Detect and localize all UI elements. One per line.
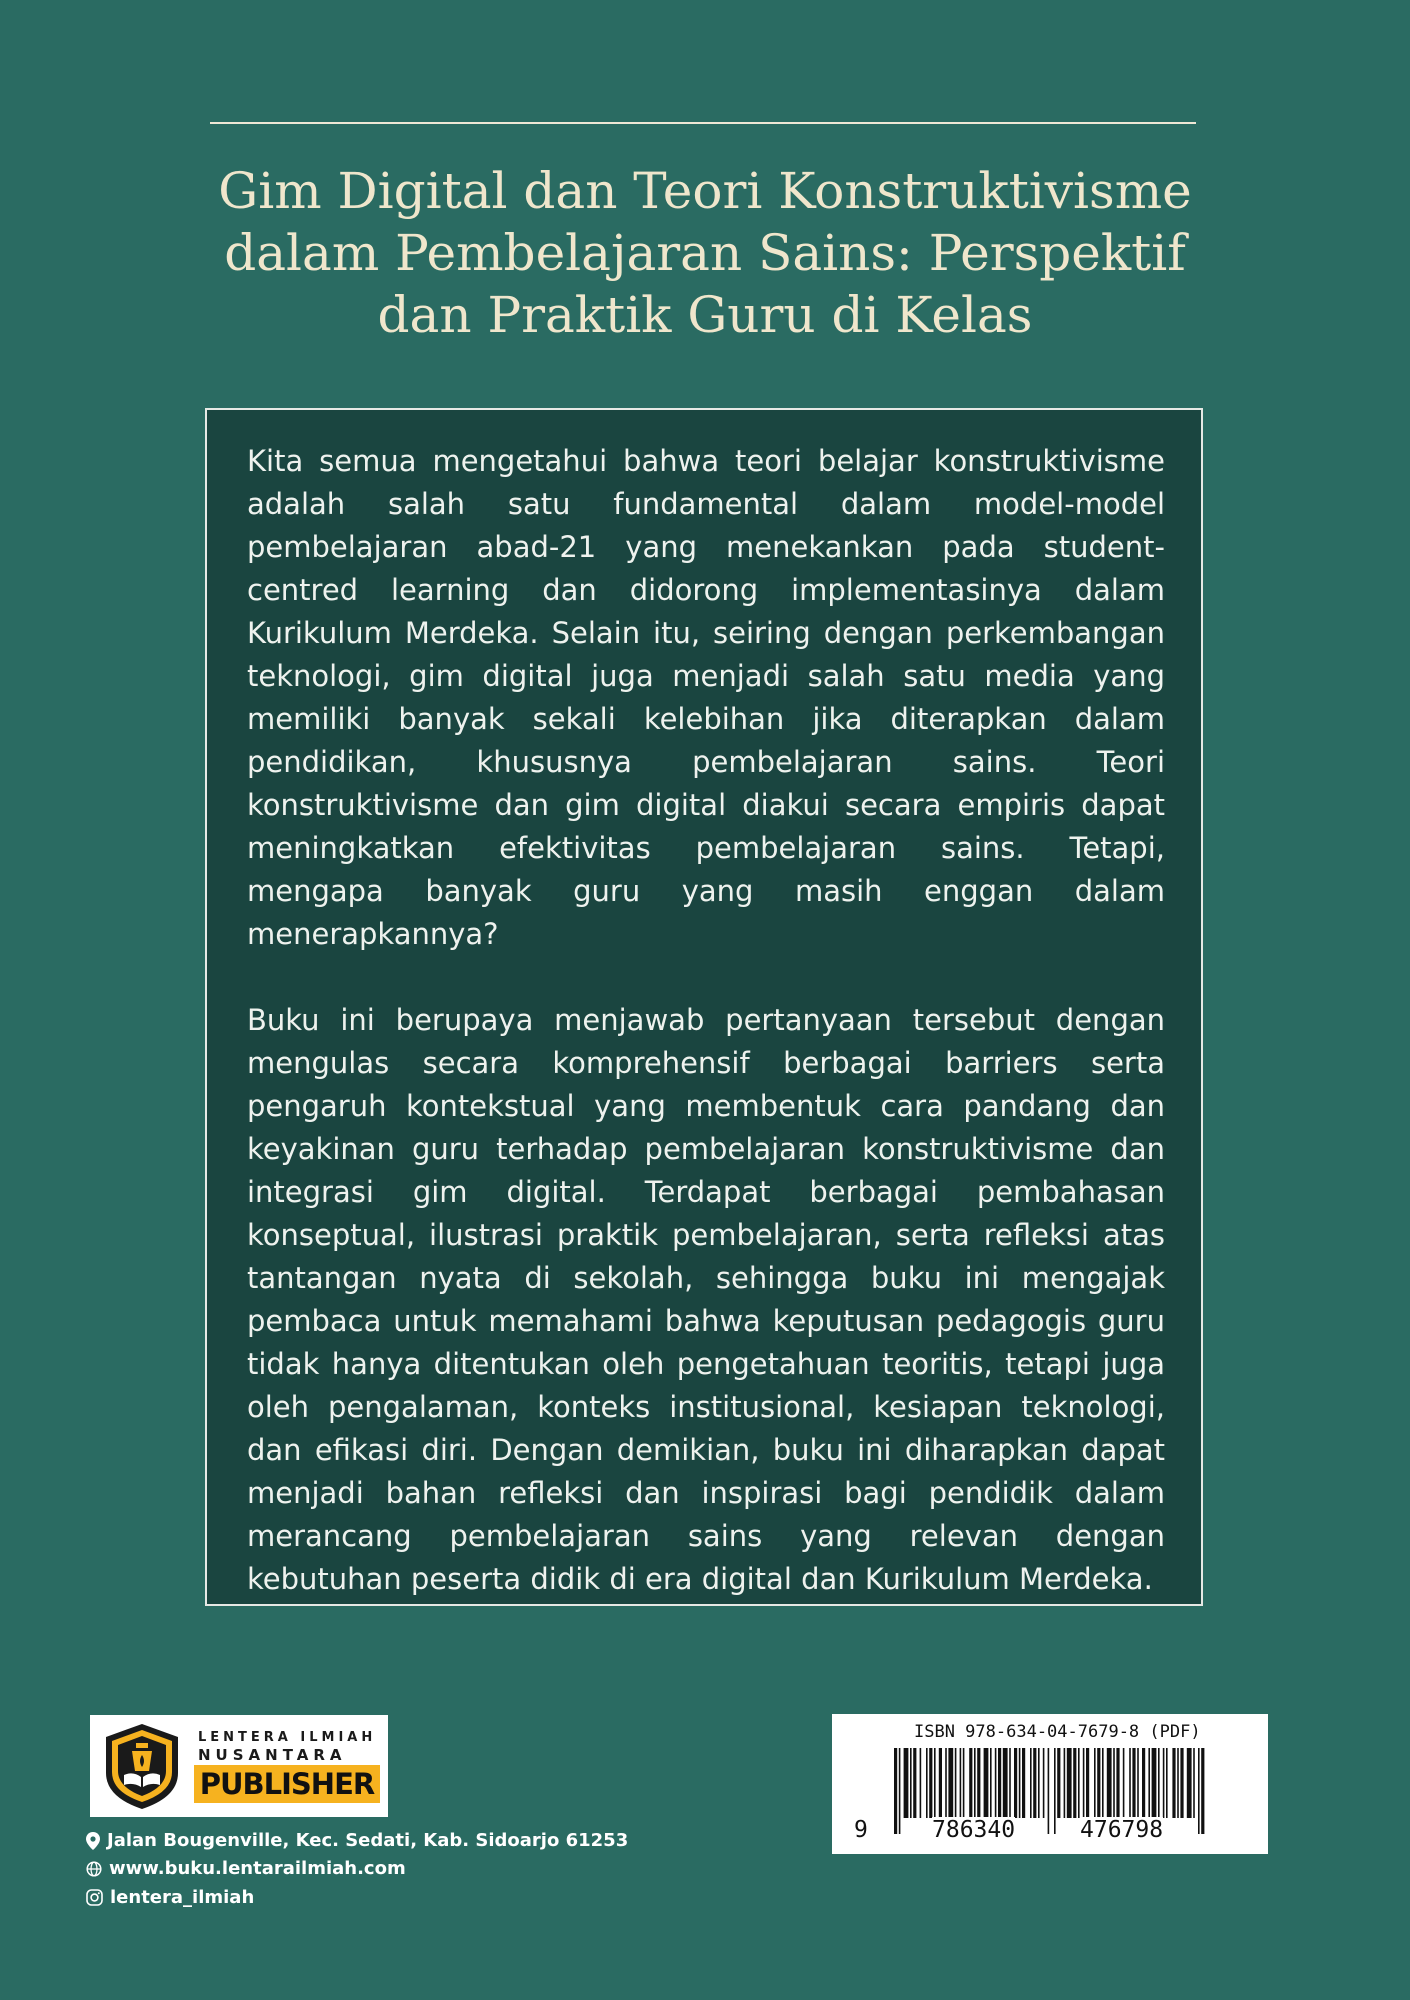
barcode-bar bbox=[1166, 1748, 1168, 1818]
publisher-address bbox=[86, 1830, 628, 1851]
barcode-bar bbox=[1102, 1748, 1104, 1818]
barcode-bar bbox=[934, 1748, 936, 1818]
lantern-emblem-icon bbox=[98, 1721, 186, 1811]
barcode-bar bbox=[1129, 1748, 1131, 1818]
publisher-logo bbox=[90, 1715, 388, 1817]
barcode-bar bbox=[1083, 1748, 1085, 1818]
barcode-bar bbox=[955, 1748, 957, 1818]
barcode-bar bbox=[1193, 1748, 1195, 1818]
address-text: Jalan Bougenville, Kec. Sedati, Kab. Sidoarjo 61253 bbox=[107, 1830, 629, 1851]
barcode-bar bbox=[1078, 1748, 1080, 1818]
barcode-bar bbox=[1057, 1748, 1060, 1818]
barcode-bar bbox=[1009, 1748, 1011, 1818]
location-pin-icon bbox=[86, 1832, 100, 1850]
barcode-bar bbox=[1201, 1748, 1204, 1834]
barcode-bar bbox=[929, 1748, 932, 1818]
barcode-bar bbox=[1033, 1748, 1036, 1818]
barcode-bar bbox=[1187, 1748, 1192, 1818]
barcode-bar bbox=[904, 1748, 909, 1818]
barcode-digits-right: 476798 bbox=[1080, 1817, 1164, 1843]
barcode-bar bbox=[1148, 1748, 1150, 1818]
barcode-bar bbox=[963, 1748, 965, 1818]
barcode-bar bbox=[894, 1748, 897, 1834]
barcode-bar bbox=[1163, 1748, 1165, 1818]
barcode-bar bbox=[1094, 1748, 1096, 1818]
barcode-bar bbox=[960, 1748, 962, 1818]
barcode-bar bbox=[1142, 1748, 1145, 1818]
barcode-bar bbox=[1022, 1748, 1025, 1818]
barcode-bar bbox=[1113, 1748, 1115, 1818]
instagram-icon bbox=[86, 1889, 103, 1906]
barcode-bar bbox=[1038, 1748, 1040, 1818]
barcode-digits-left: 786340 bbox=[932, 1817, 1016, 1843]
barcode-bar bbox=[939, 1748, 942, 1818]
isbn-barcode bbox=[832, 1714, 1268, 1854]
barcode-bar bbox=[1030, 1748, 1032, 1818]
logo-text-nusantara: NUSANTARA bbox=[198, 1746, 347, 1764]
barcode-bar bbox=[910, 1748, 912, 1818]
barcode-bar bbox=[1137, 1748, 1139, 1818]
logo-text-publisher: PUBLISHER bbox=[194, 1765, 380, 1803]
barcode-bar bbox=[1123, 1748, 1125, 1818]
barcode-bar bbox=[995, 1748, 997, 1818]
barcode-bar bbox=[998, 1748, 1001, 1818]
instagram-handle-text[interactable]: lentera_ilmiah bbox=[110, 1887, 255, 1908]
publisher-instagram bbox=[86, 1887, 254, 1908]
barcode-bar bbox=[977, 1748, 980, 1818]
barcode-bar bbox=[1152, 1748, 1157, 1818]
synopsis-paragraph-2: Buku ini berupaya menjawab pertanyaan tersebut dengan mengulas secara komprehensif berbagai barriers serta pengaruh kontekstual yang membentuk cara pandang dan keyakinan guru terhadap pembelajaran konstruktivisme dan integrasi gim digital. Terdapat berbagai pembahasan konseptual, ilustrasi praktik pembelajaran, serta refleksi atas tantangan nyata di sekolah, sehingga buku ini mengajak pembaca untuk memahami bahwa keputusan pedagogis guru tidak hanya ditentukan oleh pengetahuan teoritis, tetapi juga oleh pengalaman, konteks institusional, kesiapan teknologi, dan efikasi diri. Dengan demikian, buku ini diharapkan dapat menjadi bahan refleksi dan inspirasi bagi pendidik dalam merancang pembelajaran sains yang relevan dengan kebutuhan peserta didik di era digital dan Kurikulum Merdeka. bbox=[247, 1003, 1165, 1596]
synopsis-paragraph-1: Kita semua mengetahui bahwa teori belajar konstruktivisme adalah salah satu fundamental dalam model-model pembelajaran abad-21 yang menekankan pada student-centred learning dan didorong implementasinya dalam Kurikulum Merdeka. Selain itu, seiring dengan perkembangan teknologi, gim digital juga menjadi salah satu media yang memiliki banyak sekali kelebihan jika diterapkan dalam pendidikan, khususnya pembelajaran sains. Teori konstruktivisme dan gim digital diakui secara empiris dapat meningkatkan efektivitas pembelajaran sains. Tetapi, mengapa banyak guru yang masih enggan dalam menerapkannya? bbox=[247, 444, 1165, 951]
isbn-number: ISBN 978-634-04-7679-8 (PDF) bbox=[914, 1722, 1201, 1742]
barcode-bar bbox=[984, 1748, 989, 1818]
barcode-bar bbox=[1064, 1748, 1066, 1818]
barcode-bar bbox=[974, 1748, 976, 1818]
barcode-digit-first: 9 bbox=[854, 1817, 868, 1843]
barcode-bar bbox=[945, 1748, 947, 1818]
barcode-bar bbox=[920, 1748, 922, 1818]
barcode-bar bbox=[1132, 1748, 1135, 1818]
barcode-bar bbox=[1067, 1748, 1072, 1818]
barcode-bar bbox=[1116, 1748, 1119, 1818]
barcode-bar bbox=[913, 1748, 916, 1818]
barcode-bar bbox=[990, 1748, 992, 1818]
barcode-bar bbox=[1107, 1748, 1112, 1818]
publisher-website bbox=[86, 1858, 406, 1879]
book-title-line-3: dan Praktik Guru di Kelas bbox=[377, 286, 1033, 344]
barcode-bar bbox=[1048, 1748, 1050, 1834]
synopsis-box bbox=[205, 408, 1203, 1606]
barcode-bar bbox=[1003, 1748, 1008, 1818]
website-text[interactable]: www.buku.lentarailmiah.com bbox=[109, 1858, 406, 1879]
barcode-bar bbox=[926, 1748, 928, 1818]
barcode-bar bbox=[1054, 1748, 1056, 1834]
barcode-bar bbox=[899, 1748, 901, 1834]
book-title-line-2: dalam Pembelajaran Sains: Perspektif bbox=[224, 224, 1186, 282]
barcode-bar bbox=[1198, 1748, 1200, 1834]
barcode-bar bbox=[1043, 1748, 1045, 1818]
book-title bbox=[140, 160, 1270, 346]
barcode-bar bbox=[1086, 1748, 1089, 1818]
logo-text-lentera-ilmiah: LENTERA ILMIAH bbox=[198, 1730, 377, 1745]
book-title-line-1: Gim Digital dan Teori Konstruktivisme bbox=[218, 162, 1192, 220]
top-divider-line bbox=[210, 122, 1196, 124]
barcode-bar bbox=[1019, 1748, 1021, 1818]
barcode-bar bbox=[948, 1748, 953, 1818]
barcode-bar bbox=[969, 1748, 972, 1818]
barcode-bar bbox=[1158, 1748, 1160, 1818]
barcode-bar bbox=[1177, 1748, 1179, 1818]
globe-icon bbox=[86, 1861, 102, 1877]
barcode-bar bbox=[1172, 1748, 1175, 1818]
barcode-bar bbox=[1073, 1748, 1076, 1818]
barcode-bar bbox=[1180, 1748, 1183, 1818]
barcode-bar bbox=[1014, 1748, 1017, 1818]
barcode-bar bbox=[1097, 1748, 1100, 1818]
